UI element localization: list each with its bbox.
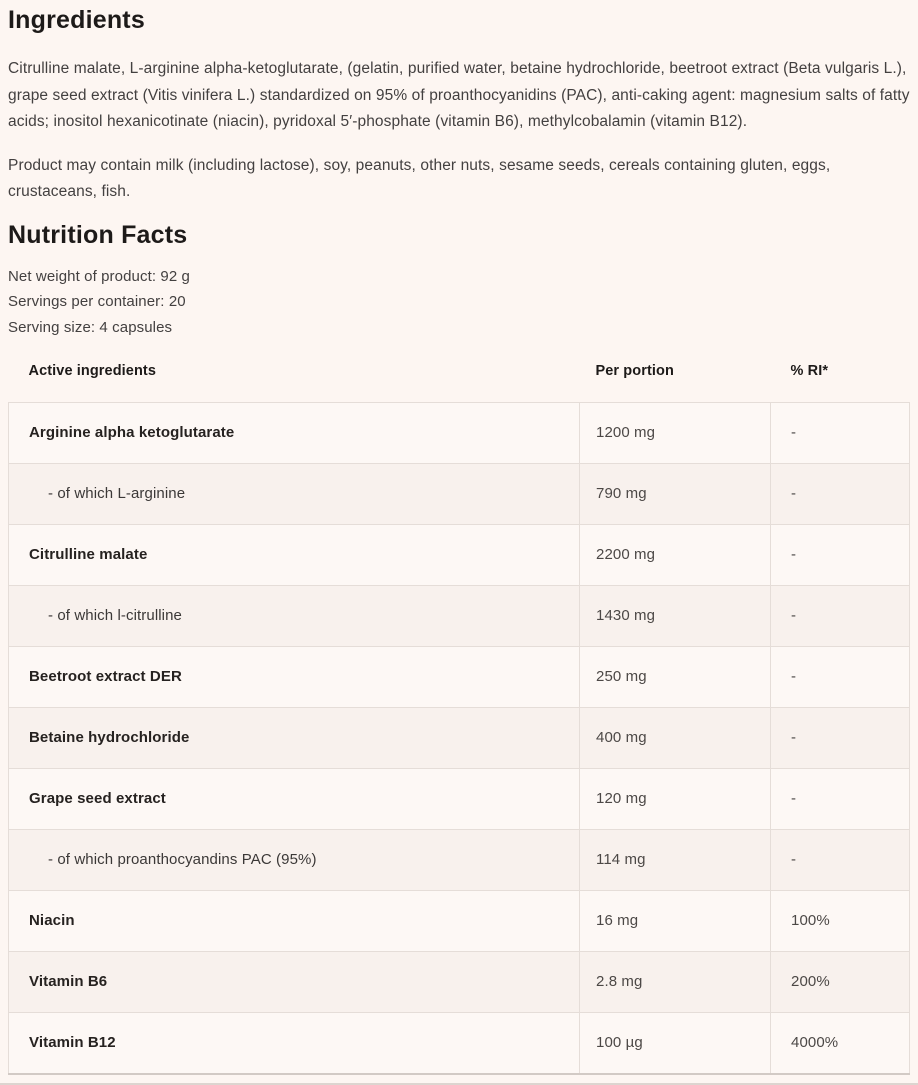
ingredients-heading: Ingredients xyxy=(8,6,145,34)
per-portion-cell: 2.8 mg xyxy=(580,952,771,1013)
ingredient-name-cell: Niacin xyxy=(9,891,580,952)
per-portion-cell: 400 mg xyxy=(580,708,771,769)
table-header-row xyxy=(9,360,910,403)
per-portion-cell: 114 mg xyxy=(580,830,771,891)
per-portion-cell: 790 mg xyxy=(580,464,771,525)
table-row xyxy=(9,708,910,769)
nutrition-table xyxy=(8,360,910,1075)
percent-ri-cell: 100% xyxy=(771,891,910,952)
per-portion-cell: 120 mg xyxy=(580,769,771,830)
column-header-percent-ri: % RI* xyxy=(790,363,829,379)
ingredient-name-cell: - of which L-arginine xyxy=(9,464,580,525)
percent-ri-cell: - xyxy=(771,525,910,586)
ingredient-name-cell: Grape seed extract xyxy=(9,769,580,830)
allergen-text: Product may contain milk (including lactose), soy, peanuts, other nuts, sesame seeds, cereals containing gluten, eggs, crustaceans, fish. xyxy=(8,156,831,200)
percent-ri-cell: - xyxy=(771,708,910,769)
per-portion-cell: 1200 mg xyxy=(580,403,771,464)
table-row xyxy=(9,403,910,464)
per-portion-cell: 1430 mg xyxy=(580,586,771,647)
table-row xyxy=(9,952,910,1013)
percent-ri-cell: - xyxy=(771,586,910,647)
table-row xyxy=(9,1013,910,1074)
percent-ri-cell: - xyxy=(771,647,910,708)
servings-per-container-text: Servings per container: 20 xyxy=(8,293,186,310)
column-header-per-portion: Per portion xyxy=(595,363,674,379)
percent-ri-cell: - xyxy=(771,769,910,830)
table-row xyxy=(9,769,910,830)
net-weight-text: Net weight of product: 92 g xyxy=(8,267,190,285)
column-header-active-ingredients: Active ingredients xyxy=(28,363,156,379)
product-info xyxy=(8,264,910,341)
ingredient-name-cell: Arginine alpha ketoglutarate xyxy=(9,403,580,464)
per-portion-cell: 16 mg xyxy=(580,891,771,952)
percent-ri-cell: - xyxy=(771,403,910,464)
percent-ri-cell: - xyxy=(771,830,910,891)
nutrition-facts-heading: Nutrition Facts xyxy=(8,220,188,249)
per-portion-cell: 2200 mg xyxy=(580,525,771,586)
percent-ri-cell: 200% xyxy=(771,952,910,1013)
ingredient-name-cell: Betaine hydrochloride xyxy=(9,708,580,769)
ingredient-name-cell: - of which proanthocyandins PAC (95%) xyxy=(9,830,580,891)
table-row xyxy=(9,586,910,647)
ingredient-name-cell: Citrulline malate xyxy=(9,525,580,586)
ingredient-name-cell: Vitamin B12 xyxy=(9,1013,580,1074)
per-portion-cell: 250 mg xyxy=(580,647,771,708)
per-portion-cell: 100 µg xyxy=(580,1013,771,1074)
ingredient-name-cell: Beetroot extract DER xyxy=(9,647,580,708)
ingredients-text: Citrulline malate, L-arginine alpha-ketoglutarate, (gelatin, purified water, betaine hydrochloride, beetroot extract (Beta vulgaris L.), grape seed extract (Vitis vinifera L.) standardized on 95% of proanthocyanidins (PAC), anti-caking agent: magnesium salts of fatty acids; inositol hexanicotinate (niacin), pyridoxal 5′-phosphate (vitamin B6), methylcobalamin (vitamin B12). xyxy=(8,60,910,130)
ingredient-name-cell: - of which l-citrulline xyxy=(9,586,580,647)
table-row xyxy=(9,891,910,952)
percent-ri-cell: 4000% xyxy=(771,1013,910,1074)
serving-size-text: Serving size: 4 capsules xyxy=(8,318,173,336)
percent-ri-cell: - xyxy=(771,464,910,525)
table-row xyxy=(9,647,910,708)
table-row xyxy=(9,525,910,586)
table-row xyxy=(9,830,910,891)
table-row xyxy=(9,464,910,525)
ingredient-name-cell: Vitamin B6 xyxy=(9,952,580,1013)
nutrition-table-body xyxy=(9,403,910,1074)
